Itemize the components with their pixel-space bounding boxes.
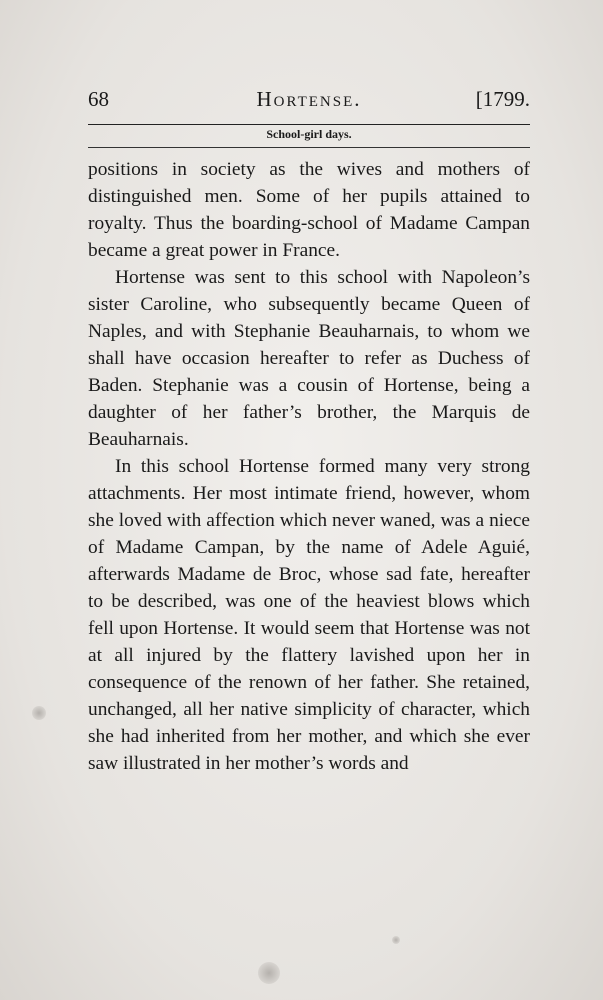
paragraph-continued: positions in society as the wives and mothers of distinguished men. Some of her pupils attained to royalty. Thus the boarding-school of Madame Campan became a great power in France. [88, 159, 530, 261]
section-subheading: School-girl days. [266, 127, 352, 141]
page-number: 68 [88, 87, 109, 111]
paragraph: In this school Hortense formed many very strong attachments. Her most intimate friend, however, whom she loved with affection which never waned, was a niece of Madame Campan, by the name of Adele Aguié, afterwards Madame de Broc, whose sad fate, hereafter to be described, was one of the heaviest blows which fell upon Hortense. It would seem that Hortense was not at all injured by the flattery lavished upon her in consequence of the renown of her father. She retained, unchanged, all her native simplicity of character, which she had inherited from her mother, and which she ever saw illustrated in her mother’s words and [88, 456, 530, 774]
page-header [88, 87, 530, 117]
page-stain [258, 962, 280, 984]
subheading-rule [88, 147, 530, 148]
page-stain [32, 706, 46, 720]
header-year: [1799. [475, 87, 530, 111]
body-text [88, 156, 530, 777]
paragraph: Hortense was sent to this school with Napoleon’s sister Caroline, who subsequently became Queen of Naples, and with Stephanie Beauharnais, to whom we shall have occasion hereafter to refer as Duchess of Baden. Stephanie was a cousin of Hortense, being a daughter of her father’s brother, the Marquis de Beauharnais. [88, 267, 530, 450]
header-rule [88, 124, 530, 125]
running-title: Hortense. [256, 87, 362, 111]
page-stain [392, 936, 400, 944]
